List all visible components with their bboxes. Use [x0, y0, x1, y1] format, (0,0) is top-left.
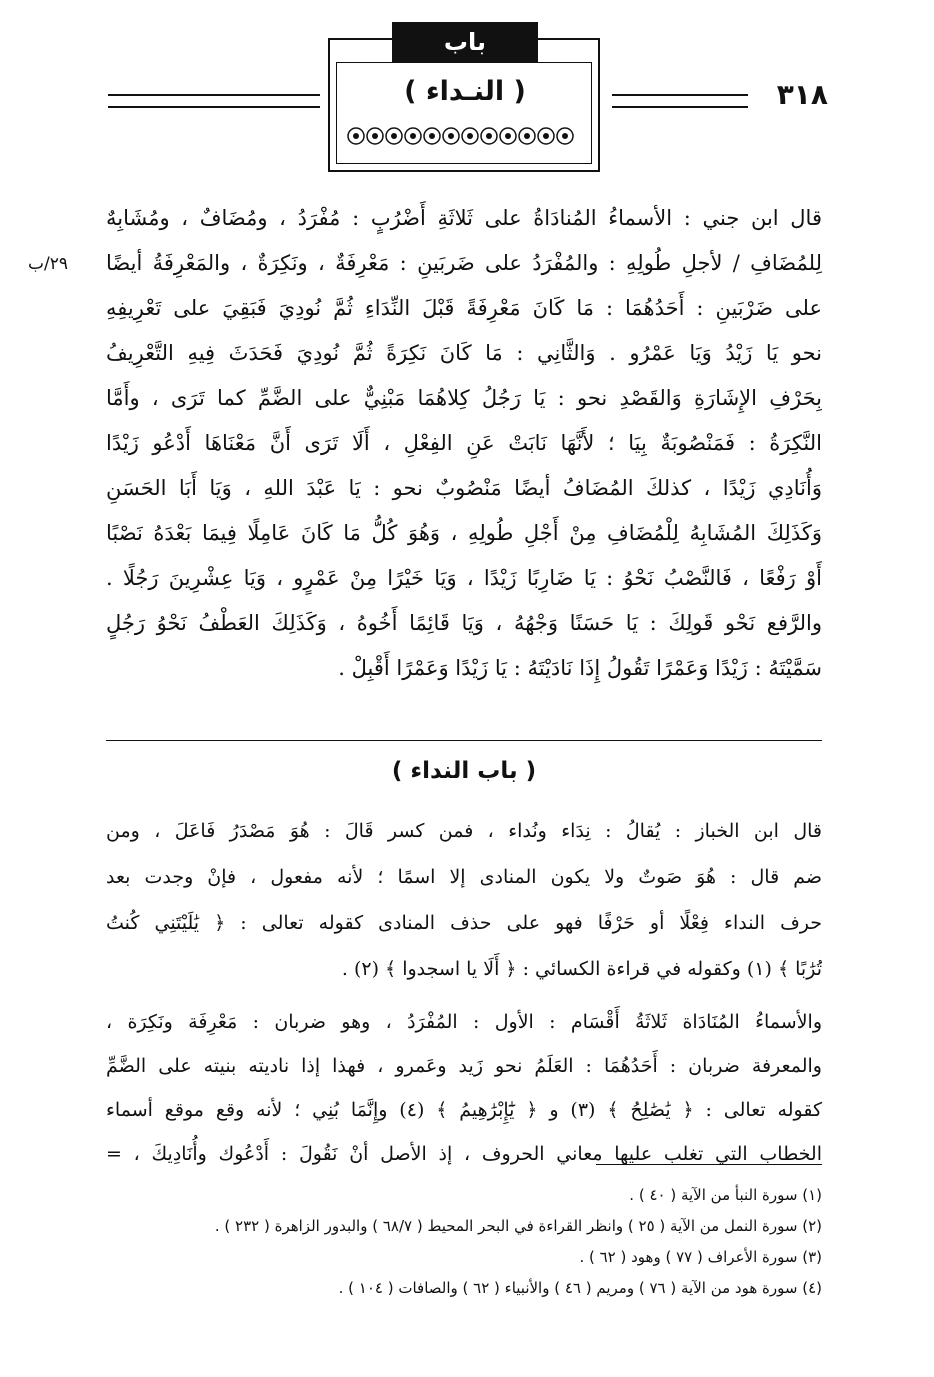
commentary-line: تُرَٰبًا ﴾ (١) وكقوله في قراءة الكسائي : ﴿ أَلَا يا اسجدوا ﴾ (٢) . [341, 958, 822, 980]
footnote-item: (١) سورة النبأ من الآية ( ٤٠ ) . [629, 1186, 822, 1204]
header-rule-right [612, 94, 748, 108]
main-text-line: وَأُنَادِي زَيْدًا ، كذلكَ المُضَافُ أيضًا مَنْصُوبٌ نحو : يَا عَبْدَ اللهِ ، وَيَا أَبَا الحَسَنِ [106, 476, 822, 500]
footnote-item: (٤) سورة هود من الآية ( ٧٦ ) ومريم ( ٤٦ ) والأنبياء ( ٦٢ ) والصافات ( ١٠٤ ) . [338, 1279, 822, 1297]
manuscript-folio-note: ٢٩/ب [28, 254, 68, 274]
section-divider [106, 740, 822, 741]
commentary-line: الخطاب التي تغلب عليها معاني الحروف ، إذ الأصل أنْ نَقُولَ : أَدْعُوك وأُنَادِيكَ ، = [106, 1143, 822, 1165]
main-text-line: لِلمُضَافِ / لأجلِ طُولِهِ : والمُفْرَدُ على ضَربَينِ : مَعْرِفَةٌ ، ونَكِرَةٌ ، والمَعْرِفَةُ أيضًا [106, 251, 822, 275]
commentary-line: والمعرفة ضربان : أَحَدُهُمَا : العَلَمُ نحو زَيد وعَمرو ، فهذا إذا ناديته بنيته على الضَّمِّ [106, 1055, 822, 1077]
footnote-item: (٣) سورة الأعراف ( ٧٧ ) وهود ( ٦٢ ) . [579, 1248, 822, 1266]
footnote-item: (٢) سورة النمل من الآية ( ٢٥ ) وانظر القراءة في البحر المحيط ( ٦٨/٧ ) والبدور الزاهرة ( ٢٣٢ ) . [214, 1217, 822, 1235]
main-text-line: بِحَرْفِ الإِشَارَةِ وَالقَصْدِ نحو : يَا رَجُلُ كِلاهُمَا مَبْنِيٌّ على الضَّمِّ كما تَرَى ، وأَمَّا [106, 386, 822, 410]
main-text-line: وَكَذَلِكَ المُشَابِهُ لِلْمُضَافِ مِنْ أَجْلِ طُولِهِ ، وَهُوَ كُلُّ مَا كَانَ عَامِلًا فِيمَا بَعْدَهُ نَصْبًا [106, 521, 822, 545]
footnotes [106, 1180, 822, 1304]
main-text-line: قال ابن جني : الأسماءُ المُنادَاةُ على ثَلاثَةِ أَضْرُبٍ : مُفْرَدُ ، ومُضَافٌ ، ومُشَابِهٌ [106, 206, 822, 230]
section-title: ( باب النداء ) [391, 758, 537, 784]
main-text-line: نحو يَا زَيْدُ وَيَا عَمْرُو . وَالثَّانِي : مَا كَانَ نَكِرَةً ثُمَّ نُودِيَ فَحَدَثَ فِيهِ التَّعْرِيفُ [106, 341, 822, 365]
main-text-line: أَوْ رَفْعًا ، فَالنَّصْبُ نَحْوُ : يَا ضَارِبًا زَيْدًا ، وَيَا خَيْرًا مِنْ عَمْرٍو ، وَيَا عِشْرِينَ رَجُلًا . [106, 566, 822, 590]
commentary-line: كقوله تعالى : ﴿ يَٰصَٰلِحُ ﴾ (٣) و ﴿ يَٰٓإِبْرَٰهِيمُ ﴾ (٤) وإِنَّمَا بُنِي ؛ لأنه وقع موقع أسماء [106, 1099, 822, 1121]
commentary-paragraph-2 [106, 1000, 822, 1176]
main-text-line: النَّكِرَةُ : فَمَنْصُوبَةٌ بِيَا ؛ لأَنَّهَا نَابَتْ عَنِ الفِعْلِ ، أَلَا تَرَى أَنَّ مَعْنَاهَا أَدْعُو زَيْدًا [106, 431, 822, 455]
footnote-separator [596, 1164, 822, 1165]
main-text-line: والرَّفع نَحْو قَولِكَ : يَا حَسَنًا وَجْهُهُ ، وَيَا قَائِمًا أَخُوهُ ، وَكَذَلِكَ العَطْفُ نَحْوُ رَجُلٍ [106, 611, 822, 635]
chapter-title: ( النـداء ) [404, 76, 526, 107]
main-text-line: على ضَرْبَينِ : أَحَدُهُمَا : مَا كَانَ مَعْرِفَةً قَبْلَ النِّدَاءِ ثُمَّ نُودِيَ فَبَقِيَ على تَعْرِيفِهِ [106, 296, 822, 320]
commentary-line: قال ابن الخباز : يُقالُ : نِدَاء ونُداء ، فمن كسر قَالَ : هُوَ مَصْدَرُ فَاعَلَ ، ومن [106, 820, 822, 842]
commentary-paragraph-1 [106, 808, 822, 992]
main-text [106, 196, 822, 691]
commentary-line: والأسماءُ المُنَادَاة ثَلاثَةُ أَقْسَام : الأول : المُفْرَدُ ، وهو ضربان : مَعْرِفَة ونَكِرَة ، [106, 1011, 822, 1033]
chapter-tab-label: باب [392, 22, 538, 62]
page-number: ٣١٨ [776, 78, 828, 111]
ornament-divider-icon [346, 124, 582, 148]
commentary-line: حرف النداء فِعْلًا أو حَرْفًا فهو على حذف المنادى كقوله تعالى : ﴿ يَٰلَيْتَنِي كُنتُ [106, 912, 822, 934]
commentary-line: ضم قال : هُوَ صَوتٌ ولا يكون المنادى إلا اسمًا ؛ لأنه مفعول ، فإنْ وجدت بعد [106, 866, 822, 888]
header-rule-left [108, 94, 320, 108]
main-text-line: سَمَّيْتَهُ : زَيْدًا وَعَمْرًا تَقُولُ إِذَا نَادَيْتَهُ : يَا زَيْدًا وَعَمْرًا أَقْبِلْ . [338, 656, 822, 680]
